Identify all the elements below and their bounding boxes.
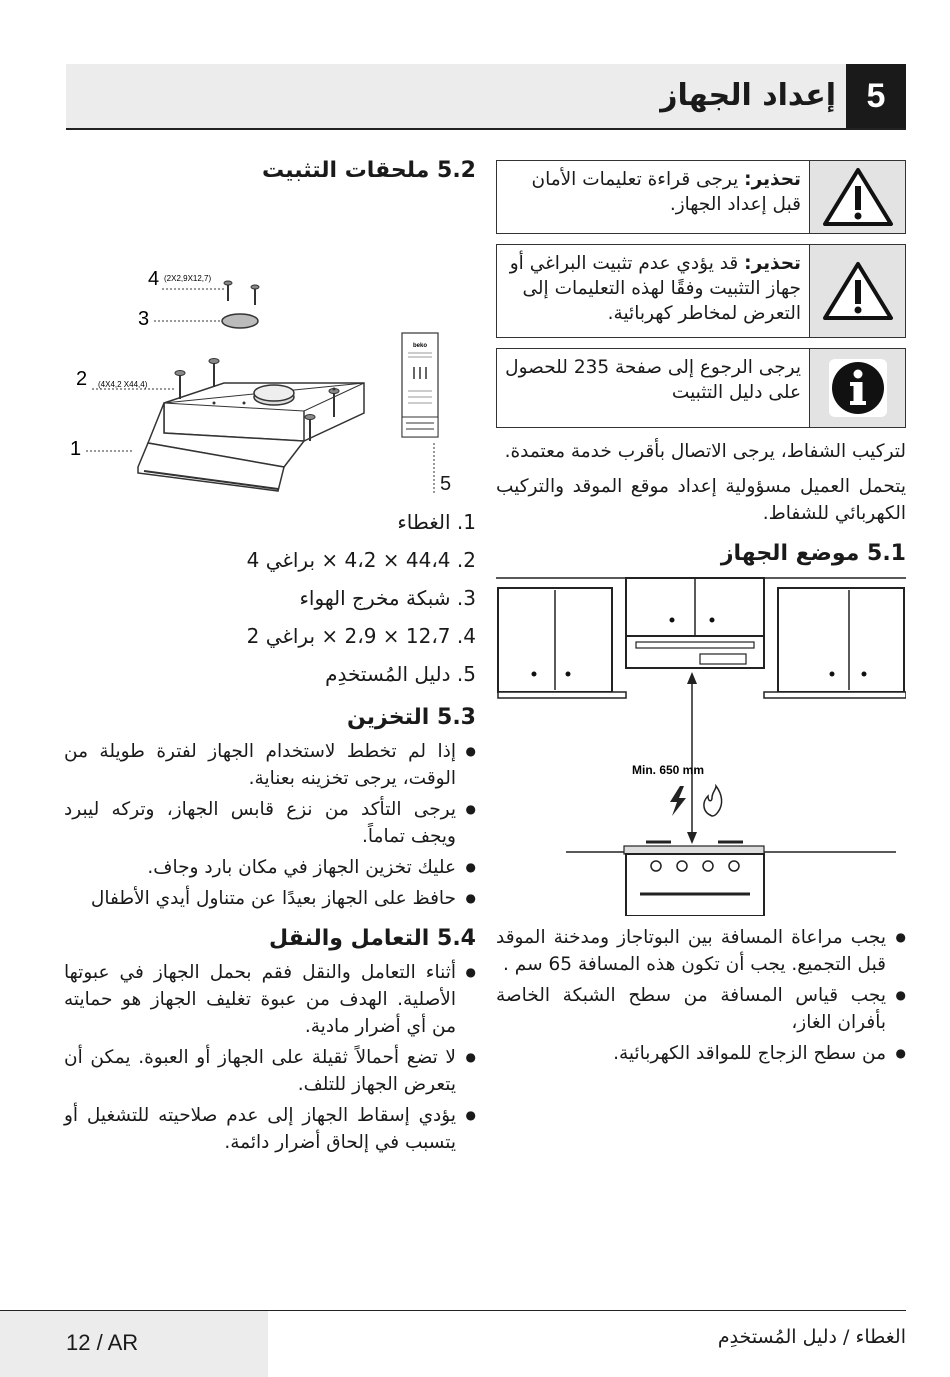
list-item: ● عليك تخزين الجهاز في مكان بارد وجاف. (64, 854, 476, 881)
svg-text:beko: beko (412, 343, 428, 349)
list-item: ● من سطح الزجاج للمواقد الكهربائية. (496, 1040, 906, 1067)
small-screw-icon (224, 281, 259, 305)
list-item: ● يرجى التأكد من نزع قابس الجهاز، وتركه ليبرد ويجف تماماً. (64, 796, 476, 850)
warning-label: تحذير: (744, 169, 801, 190)
chapter-number: 5 (846, 64, 906, 128)
position-bullets (496, 924, 906, 1067)
cooker-hood-icon (138, 359, 364, 492)
list-item: ● يؤدي إسقاط الجهاز إلى عدم صلاحيته للتشغيل أو يتسبب في إلحاق أضرار دائمة. (64, 1102, 476, 1156)
list-item: ● أثناء التعامل والنقل فقم بحمل الجهاز في عبوتها الأصلية. الهدف من عبوة تغليف الجهاز هو حمايته من أي أضرار مادية. (64, 959, 476, 1040)
warning-box-2 (496, 244, 906, 338)
part-label-3: 3 (138, 308, 150, 330)
chapter-title: إعداد الجهاز (660, 78, 836, 113)
storage-bullets (64, 738, 476, 912)
section-title-5-3: 5.3 التخزين (346, 705, 476, 730)
page-number: 12 / AR (66, 1330, 139, 1355)
handling-bullets (64, 959, 476, 1156)
responsibility-paragraph: يتحمل العميل مسؤولية إعداد موقع الموقد والتركيب الكهربائي للشفاط. (496, 476, 906, 524)
info-icon (809, 349, 905, 427)
list-item: ● يجب مراعاة المسافة بين البوتاجاز ومدخنة الموقد قبل التجميع. يجب أن تكون هذه المسافة 65 سم . (496, 924, 906, 978)
part-label-4-dims: (2X2,9X12,7) (164, 274, 212, 283)
section-title-5-2: 5.2 ملحقات التثبيت (262, 158, 476, 183)
list-item: 4. 12،7 × 2،9 × براغي 2 (246, 624, 476, 648)
min-distance-label: Min. 650 mm (631, 763, 705, 777)
list-item: ● إذا لم تخطط لاستخدام الجهاز لفترة طويلة من الوقت، يرجى تخزينه بعناية. (64, 738, 476, 792)
install-paragraph: لتركيب الشفاط، يرجى الاتصال بأقرب خدمة معتمدة. (504, 441, 906, 462)
air-outlet-grille-icon (222, 314, 258, 328)
warning-box-1 (496, 160, 906, 234)
warning-triangle-icon (809, 161, 905, 233)
left-column (64, 150, 476, 1160)
section-title-5-4: 5.4 التعامل والنقل (269, 926, 476, 951)
electric-icon (670, 786, 686, 816)
parts-list (64, 503, 476, 693)
list-item: ● لا تضع أحمالاً ثقيلة على الجهاز أو العبوة. يمكن أن يتعرض الجهاز للتلف. (64, 1044, 476, 1098)
right-column (496, 160, 906, 1071)
page-header (66, 64, 906, 130)
user-manual-icon (402, 333, 438, 437)
footer-doc-title: الغطاء / دليل المُستخدِم (717, 1326, 906, 1348)
warning-triangle-icon (809, 245, 905, 337)
installation-accessories-diagram (64, 203, 476, 493)
part-label-4: 4 (148, 268, 160, 290)
info-text: يرجى الرجوع إلى صفحة 235 للحصول على دليل التثبيت (505, 357, 801, 403)
list-item: 1. الغطاء (397, 510, 476, 534)
list-item: 2. 44،4 × 4،2 × براغي 4 (246, 548, 476, 572)
warning-text: قد يؤدي عدم تثبيت البراغي أو جهاز التثبيت وفقًا لهذه التعليمات إلى التعرض لمخاطر كهربائية. (509, 253, 801, 324)
list-item: ● حافظ على الجهاز بعيدًا عن متناول أيدي الأطفال (64, 885, 476, 912)
warning-label: تحذير: (744, 253, 801, 274)
part-label-2-dims: (4X4,2 X44,4) (98, 380, 148, 389)
info-box (496, 348, 906, 428)
part-label-5: 5 (440, 473, 452, 495)
part-label-2: 2 (76, 368, 88, 390)
list-item: ● يجب قياس المسافة من سطح الشبكة الخاصة بأفران الغاز، (496, 982, 906, 1036)
hood-position-diagram (496, 576, 906, 916)
gas-flame-icon (704, 786, 722, 816)
list-item: 3. شبكة مخرج الهواء (299, 586, 476, 610)
section-title-5-1: 5.1 موضع الجهاز (720, 541, 906, 566)
list-item: 5. دليل المُستخدِم (325, 662, 476, 686)
warning-text: يرجى قراءة تعليمات الأمان قبل إعداد الجهاز. (531, 169, 801, 215)
part-label-1: 1 (70, 438, 82, 460)
